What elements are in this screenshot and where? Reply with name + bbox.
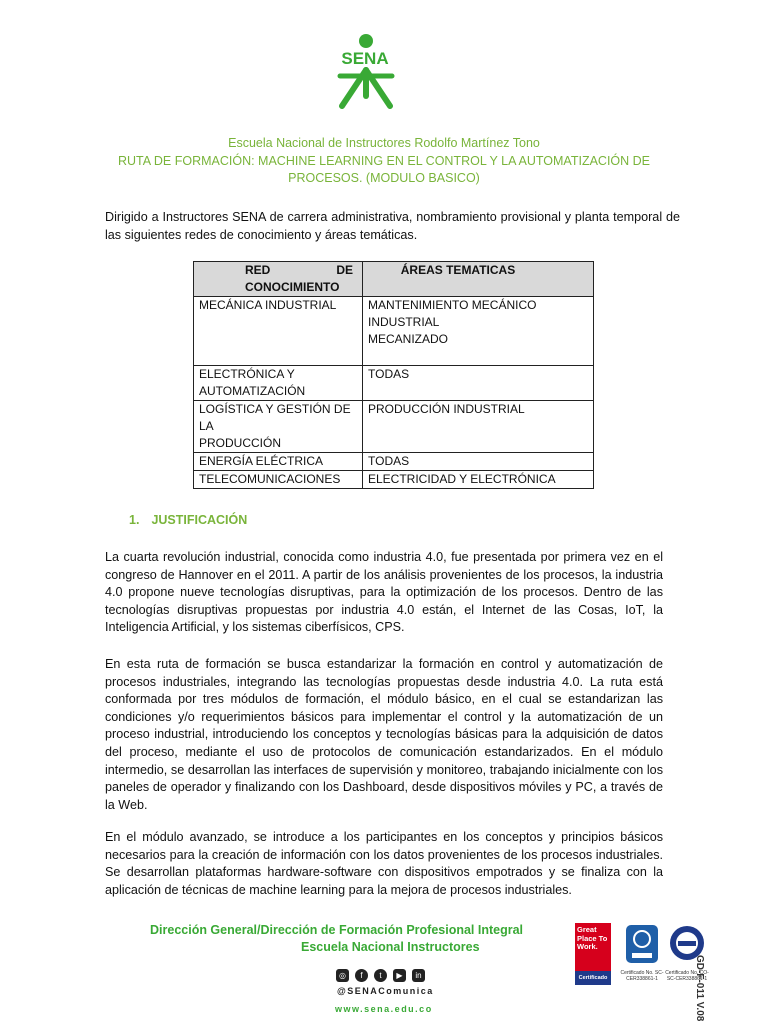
header-de: DE bbox=[336, 263, 353, 277]
table-cell-red: TELECOMUNICACIONES bbox=[194, 471, 363, 489]
areas-line: MECANIZADO bbox=[368, 332, 449, 346]
cert-2-caption: Certificado No. CO-SC-CER338861-1 bbox=[665, 970, 709, 982]
route-title-line-2: PROCESOS. (MODULO BASICO) bbox=[288, 171, 480, 185]
table-cell-areas: TODAS bbox=[363, 366, 594, 401]
section-title: JUSTIFICACIÓN bbox=[151, 513, 248, 527]
social-icons bbox=[336, 969, 425, 982]
linkedin-icon[interactable]: in bbox=[412, 969, 425, 982]
body-paragraph-2: En esta ruta de formación se busca estandarizar la formación en control y automatización de procesos industriales, integrando las tecnologías propuestas desde industria 4.0. La ruta está conformada por tres módulos de formación, el módulo básico, en el cual se estandarizan las condiciones y/o requerimientos básicos para implementar el control y la automatización de un proceso industrial, introduciendo los conceptos y tecnologías básicas para la adquisición de datos del proceso, mediante el uso de protocolos de comunicación estandarizados. En el módulo intermedio, se desarrollan las interfaces de supervisión y monitoreo, trabajando inicialmente con los paneles de operador y finalizando con los Dashboard, desde dispositivos móviles y PC, a través de la Web. bbox=[105, 657, 663, 812]
document-heading bbox=[90, 135, 678, 188]
table-cell-areas: ELECTRICIDAD Y ELECTRÓNICA bbox=[363, 471, 594, 489]
red-line: ELECTRÓNICA Y bbox=[199, 367, 295, 381]
table-cell-red: ENERGÍA ELÉCTRICA bbox=[194, 453, 363, 471]
areas-line: INDUSTRIAL bbox=[368, 315, 440, 329]
footer-line-1: Dirección General/Dirección de Formación Profesional Integral bbox=[150, 923, 524, 937]
header-conocimiento: CONOCIMIENTO bbox=[245, 280, 340, 294]
twitter-icon[interactable]: t bbox=[374, 969, 387, 982]
table-cell-areas bbox=[363, 297, 594, 366]
table-cell-red bbox=[194, 401, 363, 453]
svg-text:SENA: SENA bbox=[341, 49, 389, 68]
red-line: LOGÍSTICA Y GESTIÓN DE LA bbox=[199, 402, 351, 433]
document-code: GD-F-011 V.08 bbox=[694, 955, 705, 1022]
cert-1-caption: Certificado No. SC-CER338861-1 bbox=[620, 970, 664, 982]
footer-line-2: Escuela Nacional Instructores bbox=[301, 940, 480, 954]
social-handle: @SENAComunica bbox=[337, 986, 434, 996]
areas-line: MANTENIMIENTO MECÁNICO bbox=[368, 298, 537, 312]
website-link[interactable]: www.sena.edu.co bbox=[335, 1004, 433, 1014]
intro-paragraph: Dirigido a Instructores SENA de carrera administrativa, nombramiento provisional y planta temporal de las siguientes redes de conocimiento y áreas temáticas. bbox=[105, 210, 680, 242]
table-cell-areas: TODAS bbox=[363, 453, 594, 471]
section-heading-justificacion bbox=[129, 513, 247, 527]
icontec-cert-icon bbox=[624, 923, 660, 965]
section-number: 1. bbox=[129, 513, 140, 527]
header-red: RED bbox=[245, 263, 271, 277]
table-row bbox=[194, 297, 594, 366]
sena-logo bbox=[330, 32, 400, 112]
table-row bbox=[194, 366, 594, 401]
body-paragraph-1: La cuarta revolución industrial, conocida como industria 4.0, fue presentada por primera vez en el congreso de Hannover en el 2011. A partir de los análisis provenientes de los procesos, la industria 4.0 propone nueve tecnologías disruptivas, para la optimización de los procesos. Dentro de las tecnologías disruptivas propuestas por industria 4.0 están, el Internet de las Cosas, IoT, la Inteligencia Artificial, y los sistemas ciberfísicos, CPS. bbox=[105, 550, 663, 635]
route-title-line-1: RUTA DE FORMACIÓN: MACHINE LEARNING EN EL CONTROL Y LA AUTOMATIZACIÓN DE bbox=[117, 153, 651, 168]
knowledge-areas-table bbox=[193, 261, 594, 489]
body-paragraph-3: En el módulo avanzado, se introduce a los participantes en los conceptos y principios básicos necesarios para la creación de información con los datos provenientes de los procesos industriales. Se desarrollan plataformas hardware-software con dispositivos empotrados y se finaliza con la aplicación de técnicas de machine learning para la mejora de procesos industriales. bbox=[105, 830, 663, 897]
gptw-text: Great Place To Work. bbox=[577, 925, 608, 951]
table-row bbox=[194, 401, 594, 453]
header-red-conocimiento bbox=[194, 262, 363, 297]
table-row bbox=[194, 471, 594, 489]
table-cell-red: MECÁNICA INDUSTRIAL bbox=[194, 297, 363, 366]
table-header-row bbox=[194, 262, 594, 297]
instagram-icon[interactable]: ◎ bbox=[336, 969, 349, 982]
table-row bbox=[194, 453, 594, 471]
footer-direction bbox=[150, 922, 540, 956]
school-name: Escuela Nacional de Instructores Rodolfo Martínez Tono bbox=[228, 136, 540, 150]
youtube-icon[interactable]: ▶ bbox=[393, 969, 406, 982]
great-place-to-work-badge bbox=[575, 923, 611, 985]
table-cell-red bbox=[194, 366, 363, 401]
facebook-icon[interactable]: f bbox=[355, 969, 368, 982]
gptw-cert-label: Certificado bbox=[575, 971, 611, 985]
red-line: PRODUCCIÓN bbox=[199, 436, 282, 450]
red-line: AUTOMATIZACIÓN bbox=[199, 384, 306, 398]
table-cell-areas: PRODUCCIÓN INDUSTRIAL bbox=[363, 401, 594, 453]
header-areas: ÁREAS TEMATICAS bbox=[363, 262, 594, 297]
